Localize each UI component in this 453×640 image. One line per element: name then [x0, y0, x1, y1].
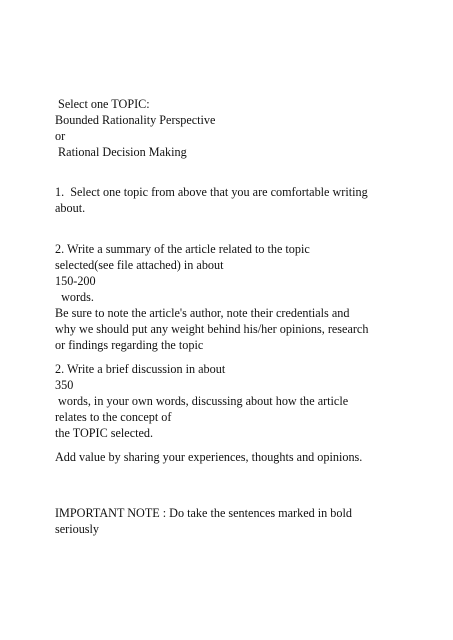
instruction-2-line-7: or findings regarding the topic [55, 338, 204, 352]
important-note-line-1: IMPORTANT NOTE : Do take the sentences marked in bold [55, 506, 352, 520]
instruction-2-line-2: selected(see file attached) in about [55, 258, 224, 272]
topic-option-1: Bounded Rationality Perspective [55, 113, 216, 127]
add-value-line: Add value by sharing your experiences, thoughts and opinions. [55, 450, 363, 464]
important-note-line-2: seriously [55, 522, 100, 536]
instruction-2-line-4: words. [55, 290, 94, 304]
instruction-3-line-4: relates to the concept of [55, 410, 172, 424]
instruction-3-line-2: 350 [55, 378, 74, 392]
instruction-2-line-3: 150-200 [55, 274, 96, 288]
instruction-1-line-1: 1. Select one topic from above that you are comfortable writing [55, 185, 368, 199]
instruction-1-line-2: about. [55, 201, 86, 215]
topic-heading: Select one TOPIC: [55, 97, 150, 111]
instruction-3-line-1: 2. Write a brief discussion in about [55, 362, 226, 376]
instruction-3-line-3: words, in your own words, discussing about how the article [55, 394, 349, 408]
topic-option-2: Rational Decision Making [55, 145, 187, 159]
instruction-3-line-5: the TOPIC selected. [55, 426, 154, 440]
instruction-2-line-5: Be sure to note the article's author, note their credentials and [55, 306, 350, 320]
instruction-2-line-6: why we should put any weight behind his/her opinions, research [55, 322, 369, 336]
instruction-2-line-1: 2. Write a summary of the article related to the topic [55, 242, 310, 256]
topic-or: or [55, 129, 66, 143]
